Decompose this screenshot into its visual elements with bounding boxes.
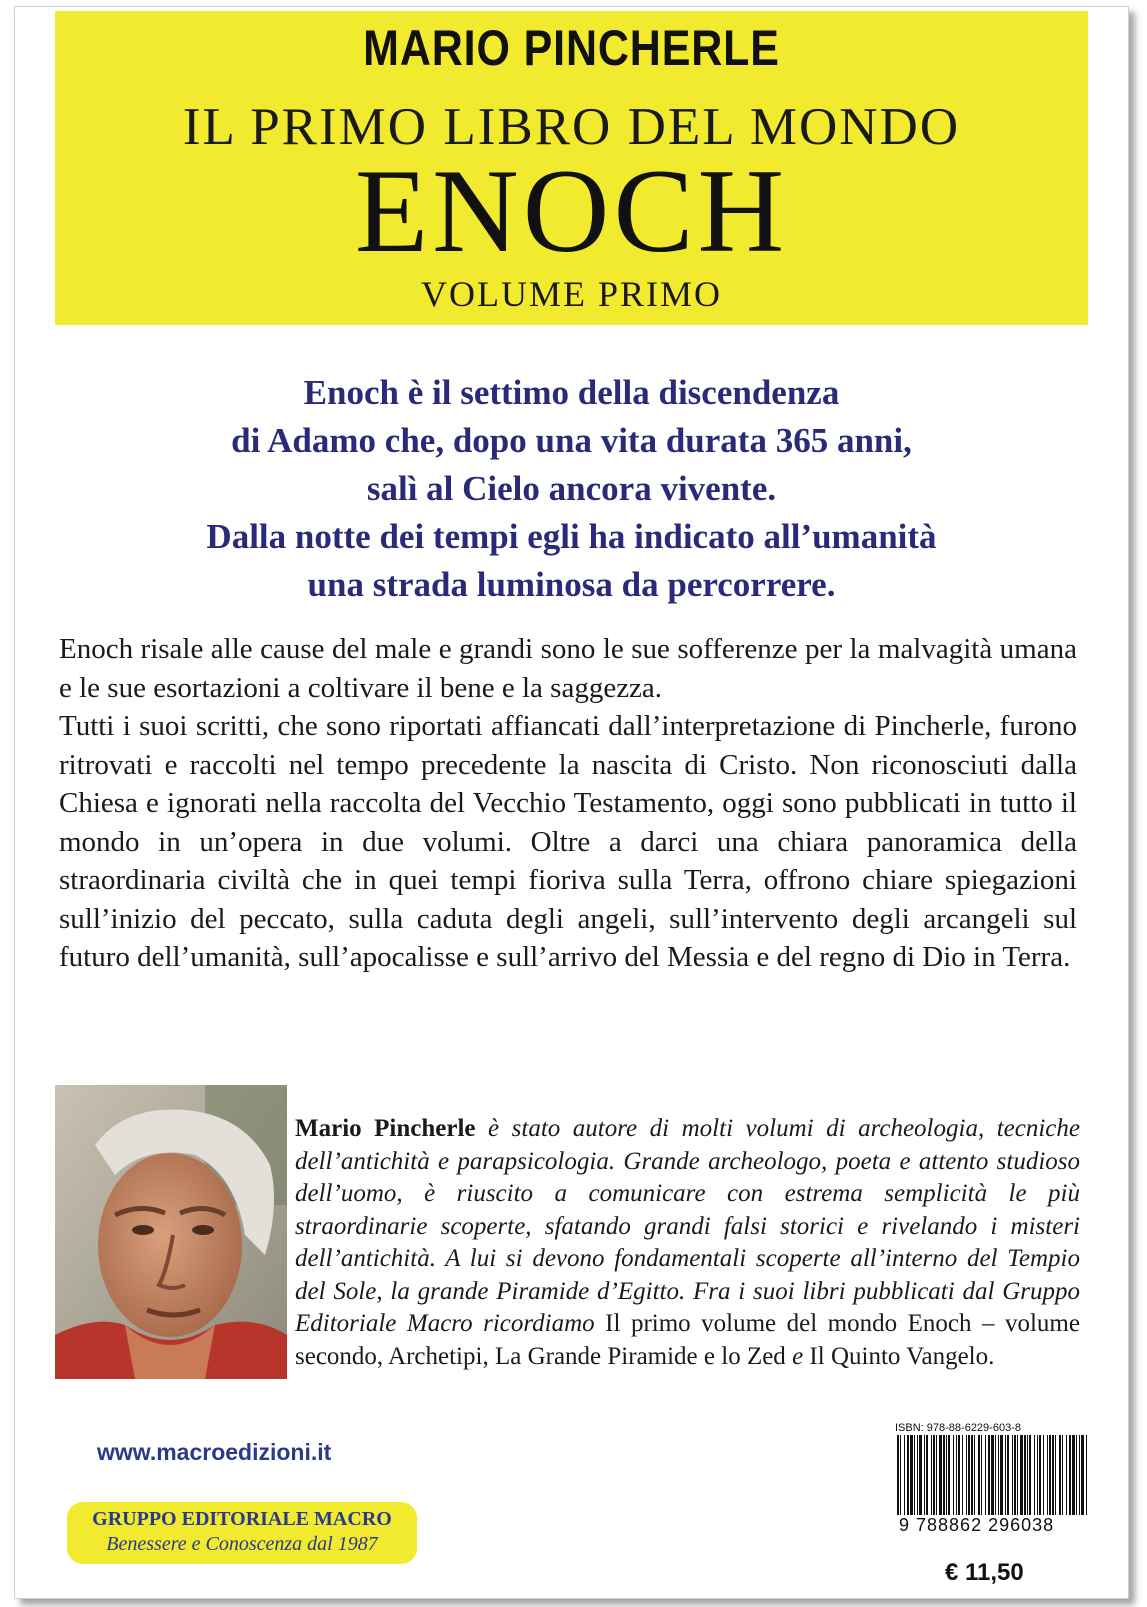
barcode-bar — [1055, 1435, 1056, 1515]
barcode-bar — [1000, 1435, 1003, 1515]
barcode-bar — [1047, 1435, 1048, 1515]
barcode-bar — [995, 1435, 996, 1515]
barcode-bar — [1049, 1435, 1051, 1515]
barcode-bar — [1014, 1435, 1016, 1515]
blurb — [55, 369, 1088, 609]
barcode-bar — [897, 1435, 899, 1515]
barcode-bar — [953, 1435, 954, 1515]
barcode-bar — [914, 1435, 915, 1515]
barcode-bar — [966, 1435, 967, 1515]
barcode-bar — [956, 1435, 957, 1515]
barcode-bar — [910, 1435, 913, 1515]
author-portrait-image — [55, 1085, 287, 1379]
barcode-bar — [1005, 1435, 1006, 1515]
barcode-bar — [1020, 1435, 1023, 1515]
barcode-bar — [968, 1435, 970, 1515]
barcode-bar — [1007, 1435, 1009, 1515]
bio-book-titles: Il primo volume del mondo Enoch – volume secondo, Archetipi, La Grande Piramide e lo Zed — [295, 1310, 1080, 1370]
barcode-bar — [1029, 1435, 1031, 1515]
barcode-bar — [998, 1435, 999, 1515]
barcode — [895, 1435, 1090, 1515]
bio-author-name: Mario Pincherle — [295, 1115, 476, 1142]
bio-book-title: Il Quinto Vangelo. — [809, 1342, 995, 1370]
barcode-bar — [971, 1435, 973, 1515]
barcode-bar — [1052, 1435, 1054, 1515]
volume-label: VOLUME PRIMO — [420, 274, 722, 314]
barcode-bar — [991, 1435, 994, 1515]
publisher-website[interactable]: www.macroedizioni.it — [97, 1439, 332, 1465]
barcode-number: 9 788862 296038 — [899, 1515, 1055, 1535]
author-name: MARIO PINCHERLE — [363, 20, 780, 76]
barcode-bar — [1081, 1435, 1084, 1515]
barcode-bar — [1039, 1435, 1041, 1515]
barcode-bar — [936, 1435, 937, 1515]
bio-conjunction: e — [785, 1342, 810, 1370]
barcode-bar — [958, 1435, 960, 1515]
barcode-bar — [948, 1435, 950, 1515]
barcode-bar — [1037, 1435, 1038, 1515]
barcode-bar — [943, 1435, 945, 1515]
barcode-bar — [904, 1435, 905, 1515]
barcode-bar — [1079, 1435, 1080, 1515]
barcode-bar — [907, 1435, 909, 1515]
barcode-bar — [1076, 1435, 1077, 1515]
barcode-bar — [1072, 1435, 1075, 1515]
description-paragraph: Enoch risale alle cause del male e grandi sono le sue sofferenze per la malvagità umana e le sue esortazioni a coltivare il bene e la saggezza. — [59, 633, 1077, 704]
barcode-bar — [917, 1435, 918, 1515]
barcode-bar — [1066, 1435, 1067, 1515]
description — [59, 630, 1077, 977]
blurb-line: di Adamo che, dopo una vita durata 365 anni, — [231, 421, 912, 460]
barcode-bar — [1017, 1435, 1018, 1515]
publisher-slogan: Benessere e Conoscenza dal 1987 — [106, 1533, 378, 1555]
barcode-bar — [1024, 1435, 1026, 1515]
title-banner — [55, 11, 1088, 325]
isbn-label: ISBN: 978-88-6229-603-8 — [895, 1422, 1021, 1434]
author-photo — [55, 1085, 287, 1379]
barcode-bar — [1069, 1435, 1071, 1515]
blurb-line: salì al Cielo ancora vivente. — [366, 469, 777, 508]
blurb-line: Enoch è il settimo della discendenza — [303, 373, 840, 412]
barcode-bar — [926, 1435, 928, 1515]
barcode-bar — [1043, 1435, 1044, 1515]
barcode-bar — [1012, 1435, 1013, 1515]
description-paragraph: Tutti i suoi scritti, che sono riportati affiancati dall’interpretazione di Pincherle, furono ritrovati e raccolti nel tempo precedente la nascita di Cristo. Non riconosciuti dalla Chiesa e ignorati nella raccolta del Vecchio Testamento, oggi sono pubblicati in tutto il mondo in un’opera in due volumi. Oltre a darci una chiara panoramica della straordinaria civiltà che in quei tempi fioriva sulla Terra, offrono chiare spiegazioni sull’inizio del peccato, sulla caduta degli angeli, sull’intervento degli arcangeli sul futuro dell’umanità, sull’apocalisse e sull’arrivo del Messia e del regno di Dio in Terra. — [59, 710, 1077, 973]
book-title: ENOCH — [354, 144, 789, 277]
blurb-line: Dalla notte dei tempi egli ha indicato all’umanità — [206, 517, 937, 556]
barcode-bar — [1062, 1435, 1063, 1515]
barcode-bar — [981, 1435, 982, 1515]
barcode-bar — [974, 1435, 975, 1515]
barcode-bar — [1034, 1435, 1035, 1515]
barcode-bar — [1027, 1435, 1028, 1515]
barcode-bar — [978, 1435, 980, 1515]
barcode-bar — [933, 1435, 935, 1515]
bio-text: è stato autore di molti volumi di archeologia, tecniche dell’antichità e parapsicologia. Grande archeologo, poeta e attento studioso dell’uomo, è riuscito a comunicare con estrema semplicità le più straordinarie scoperte, sfatando grandi falsi storici e rivelando i misteri dell’antichità. A lui si devono fondamentali scoperte all’interno del Tempio del Sole, la grande Piramide d’Egitto. Fra i suoi libri pubblicati dal Gruppo Editoriale Macro ricordiamo — [295, 1115, 1080, 1337]
blurb-line: una strada luminosa da percorrere. — [307, 565, 836, 604]
publisher-name: GRUPPO EDITORIALE MACRO — [92, 1508, 392, 1530]
barcode-bar — [946, 1435, 947, 1515]
barcode-bar — [931, 1435, 932, 1515]
book-subtitle: IL PRIMO LIBRO DEL MONDO — [182, 98, 961, 156]
barcode-bar — [1086, 1435, 1087, 1515]
barcode-bar — [962, 1435, 963, 1515]
barcode-bar — [900, 1435, 901, 1515]
barcode-bar — [1059, 1435, 1061, 1515]
publisher-logo — [67, 1502, 417, 1564]
book-back-cover — [14, 6, 1129, 1599]
barcode-bar — [919, 1435, 922, 1515]
barcode-bar — [988, 1435, 990, 1515]
barcode-bar — [985, 1435, 986, 1515]
barcode-bar — [924, 1435, 925, 1515]
author-bio — [295, 1113, 1080, 1373]
barcode-bar — [939, 1435, 942, 1515]
price: € 11,50 — [945, 1559, 1024, 1586]
